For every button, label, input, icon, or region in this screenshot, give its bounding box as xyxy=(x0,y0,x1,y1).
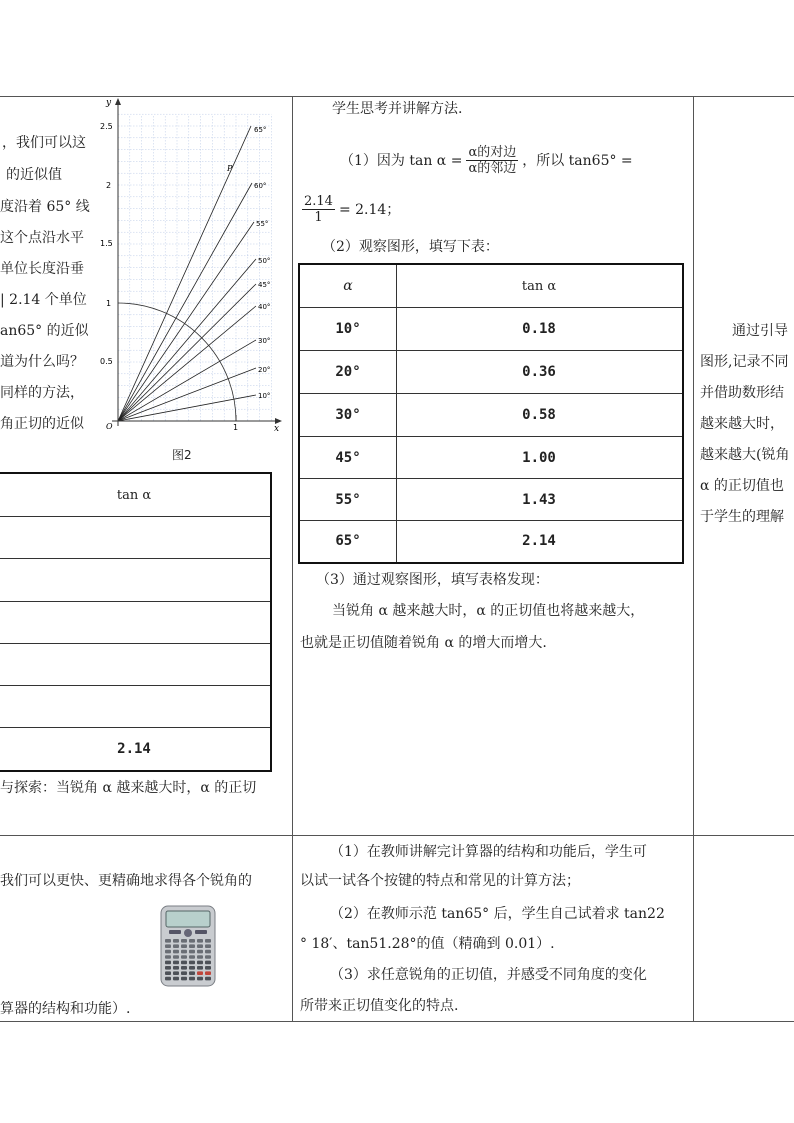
calculator-key xyxy=(189,977,195,981)
calculator-key xyxy=(181,944,187,948)
calculator-key xyxy=(189,961,195,965)
figure-caption: 图2 xyxy=(172,448,192,462)
left-table-row xyxy=(0,685,270,728)
calculator-key xyxy=(189,955,195,959)
tan-value-cell: 1.00 xyxy=(522,450,556,466)
calculator-key xyxy=(181,955,187,959)
calculator-key xyxy=(205,977,211,981)
y-tick-2-5: 2.5 xyxy=(100,122,113,131)
left-line-1: ，我们可以这 xyxy=(2,135,86,151)
tan-table-header-row xyxy=(300,265,682,307)
calculator-key xyxy=(197,944,203,948)
column-divider-1 xyxy=(292,96,293,1022)
table-row xyxy=(300,350,682,393)
left-bottom-line: 与探索：当锐角 α 越来越大时，α 的正切 xyxy=(0,780,257,796)
tan-value-cell: 2.14 xyxy=(522,533,556,549)
step1b-denominator: 1 xyxy=(314,209,323,225)
calculator-key xyxy=(189,971,195,975)
calculator-key xyxy=(165,955,171,959)
calculator-key xyxy=(197,961,203,965)
ray-label-20: 20° xyxy=(258,366,271,374)
step1b-fraction xyxy=(302,194,335,225)
right-line-7: 于学生的理解 xyxy=(700,509,784,525)
bottom-left-line-2: 算器的结构和功能）. xyxy=(0,1001,131,1017)
calculator-key xyxy=(173,955,179,959)
left-line-7: an65° 的近似 xyxy=(0,323,89,339)
angle-cell: 55° xyxy=(335,492,361,508)
calculator-key xyxy=(165,961,171,965)
calculator-key xyxy=(165,977,171,981)
calculator-key xyxy=(173,977,179,981)
y-tick-2: 2 xyxy=(106,181,112,190)
left-table-row xyxy=(0,601,270,644)
ray-label-50: 50° xyxy=(258,257,271,265)
ray-label-65: 65° xyxy=(254,126,267,134)
y-tick-0-5: 0.5 xyxy=(100,357,113,366)
step1b-numerator: 2.14 xyxy=(304,193,333,209)
tan-table-header-tan: tan α xyxy=(521,278,557,294)
calculator-key xyxy=(189,939,195,943)
tan-value-cell: 0.36 xyxy=(522,364,556,380)
figure-rays xyxy=(118,126,256,421)
calculator-key xyxy=(165,939,171,943)
calculator-key xyxy=(205,961,211,965)
table-row xyxy=(300,393,682,436)
ray-55 xyxy=(118,222,254,421)
calculator-key xyxy=(189,966,195,970)
mid-intro: 学生思考并讲解方法. xyxy=(332,101,463,117)
calculator-key xyxy=(205,939,211,943)
right-line-5: 越来越大(锐角 xyxy=(700,447,790,463)
right-line-6: α 的正切值也 xyxy=(700,478,784,494)
y-tick-1-5: 1.5 xyxy=(100,239,113,248)
mid-step1 xyxy=(340,140,633,180)
calculator-key xyxy=(189,950,195,954)
left-line-8: 道为什么吗？ xyxy=(0,354,84,370)
mid-step2: （2）观察图形，填写下表： xyxy=(322,239,499,255)
mid-step3: （3）通过观察图形，填写表格发现： xyxy=(316,572,549,588)
right-line-3: 并借助数形结 xyxy=(700,385,784,401)
ray-label-10: 10° xyxy=(258,392,271,400)
calculator-key xyxy=(205,966,211,970)
calculator-key xyxy=(181,971,187,975)
calculator-icon xyxy=(160,905,216,987)
calculator-key xyxy=(165,950,171,954)
angle-cell: 30° xyxy=(335,407,361,423)
calculator-key xyxy=(197,977,203,981)
angle-cell: 10° xyxy=(335,321,361,337)
left-line-6: | 2.14 个单位 xyxy=(0,292,87,308)
tan-value-cell: 1.43 xyxy=(522,492,556,508)
calculator-key xyxy=(197,955,203,959)
right-line-4: 越来越大时， xyxy=(700,416,784,432)
left-line-4: 这个点沿水平 xyxy=(0,230,84,246)
calculator-key xyxy=(181,961,187,965)
step1-suffix: ，所以 tan65° = xyxy=(522,153,633,169)
left-line-5: 单位长度沿垂 xyxy=(0,261,84,277)
calculator-image xyxy=(160,905,216,987)
calculator-key xyxy=(173,944,179,948)
calculator-key xyxy=(173,971,179,975)
bottom-mid-p3a: （3）求任意锐角的正切值，并感受不同角度的变化 xyxy=(330,967,647,983)
column-divider-2 xyxy=(693,96,694,1022)
calculator-key xyxy=(197,971,203,975)
left-line-10: 角正切的近似 xyxy=(0,416,84,432)
calculator-key xyxy=(197,950,203,954)
y-axis-label: y xyxy=(106,98,112,108)
left-table-row xyxy=(0,643,270,686)
ray-label-30: 30° xyxy=(258,337,271,345)
calculator-key xyxy=(173,939,179,943)
table-row xyxy=(300,478,682,521)
calculator-key xyxy=(189,944,195,948)
ray-label-40: 40° xyxy=(258,303,271,311)
ray-label-60: 60° xyxy=(254,182,267,190)
mid-conclusion-1: 当锐角 α 越来越大时，α 的正切值也将越来越大， xyxy=(332,603,645,619)
step1-fraction-numerator: α的对边 xyxy=(468,144,517,160)
calculator-key xyxy=(173,961,179,965)
calculator-key xyxy=(165,944,171,948)
x-axis-label: x xyxy=(274,424,280,434)
calculator-key xyxy=(197,966,203,970)
y-axis-arrow xyxy=(115,98,121,105)
ray-label-45: 45° xyxy=(258,281,271,289)
step1-fraction xyxy=(466,145,518,176)
calculator-key xyxy=(205,950,211,954)
calculator-key xyxy=(181,966,187,970)
calculator-key xyxy=(165,966,171,970)
left-table-row xyxy=(0,727,270,770)
tan-value-cell: 0.18 xyxy=(522,321,556,337)
bottom-mid-p1b: 以试一试各个按键的特点和常见的计算方法； xyxy=(300,873,580,889)
bottom-mid-p1a: （1）在教师讲解完计算器的结构和功能后，学生可 xyxy=(330,844,647,860)
calculator-key xyxy=(205,955,211,959)
step1-prefix: （1）因为 tan α = xyxy=(340,153,463,169)
ray-50 xyxy=(118,259,256,421)
calculator-key xyxy=(181,939,187,943)
bottom-mid-p2b: ° 18′、tan51.28°的值（精确到 0.01）. xyxy=(300,936,555,952)
x-tick-label-1: 1 xyxy=(233,423,239,432)
calculator-key xyxy=(173,966,179,970)
left-table-last-value: 2.14 xyxy=(117,741,151,757)
ray-60 xyxy=(118,183,252,421)
ray-label-55: 55° xyxy=(256,220,269,228)
right-line-1: 通过引导 xyxy=(732,323,788,339)
point-p-label: P xyxy=(227,164,233,173)
table-bottom-border xyxy=(0,1021,794,1022)
bottom-mid-p3b: 所带来正切值变化的特点. xyxy=(300,998,459,1014)
left-line-2: 的近似值 xyxy=(6,167,62,183)
bottom-left-line-1: 我们可以更快、更精确地求得各个锐角的 xyxy=(0,873,252,889)
tan-table-column-divider xyxy=(396,265,397,562)
tan-table-header-alpha: α xyxy=(343,278,353,294)
tangent-figure xyxy=(96,96,292,436)
table-middle-border xyxy=(0,835,794,836)
table-row xyxy=(300,307,682,350)
calculator-key xyxy=(181,977,187,981)
left-table-row xyxy=(0,558,270,601)
step1b-suffix: = 2.14； xyxy=(338,202,401,218)
origin-label: O xyxy=(106,422,113,431)
left-line-3: 度沿着 65° 线 xyxy=(0,199,90,215)
table-row xyxy=(300,436,682,479)
table-row xyxy=(300,520,682,561)
tan-value-cell: 0.58 xyxy=(522,407,556,423)
y-tick-1: 1 xyxy=(106,299,112,308)
angle-cell: 45° xyxy=(335,450,361,466)
angle-cell: 65° xyxy=(335,533,361,549)
ray-40 xyxy=(118,306,256,421)
mid-conclusion-2: 也就是正切值随着锐角 α 的增大而增大. xyxy=(300,635,547,651)
calculator-key xyxy=(165,971,171,975)
angle-cell: 20° xyxy=(335,364,361,380)
calculator-key xyxy=(197,939,203,943)
left-tan-table xyxy=(0,472,272,772)
step1-fraction-denominator: α的邻边 xyxy=(468,160,517,176)
left-line-9: 同样的方法， xyxy=(0,385,84,401)
calculator-key xyxy=(173,950,179,954)
calculator-key xyxy=(205,944,211,948)
tan-values-table xyxy=(298,263,684,564)
bottom-mid-p2a: （2）在教师示范 tan65° 后，学生自己试着求 tan22 xyxy=(330,906,665,922)
calculator-key xyxy=(205,971,211,975)
left-table-row xyxy=(0,516,270,559)
left-table-header: tan α xyxy=(116,487,152,503)
mid-step1b xyxy=(302,190,400,228)
calculator-key xyxy=(181,950,187,954)
right-line-2: 图形,记录不同 xyxy=(700,354,789,370)
